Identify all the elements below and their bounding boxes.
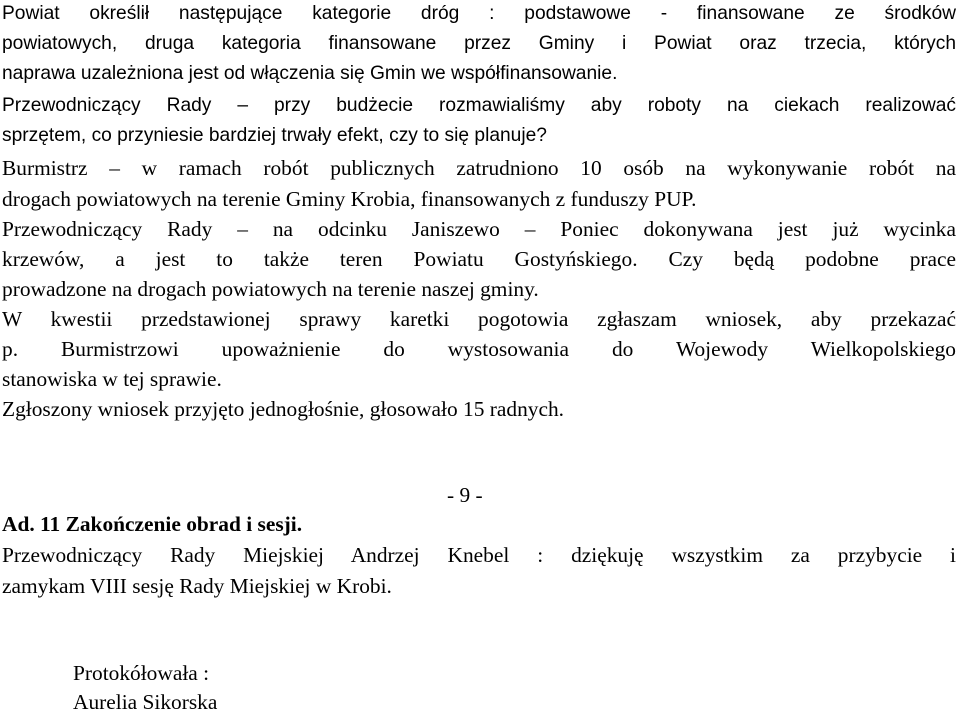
paragraph-line: Powiat określił następujące kategorie dróg : podstawowe - finansowane ze środków [2, 3, 956, 24]
paragraph-line: sprzętem, co przyniesie bardziej trwały efekt, czy to się planuje? [2, 125, 547, 146]
page-number: - 9 - [447, 483, 483, 507]
signature-name: Aurelia Sikorska [73, 690, 218, 714]
closing-line: Przewodniczący Rady Miejskiej Andrzej Knebel : dziękuję wszystkim za przybycie i [2, 543, 956, 567]
paragraph-line: Przewodniczący Rady – przy budżecie rozmawialiśmy aby roboty na ciekach realizować [2, 95, 956, 116]
paragraph-line: powiatowych, druga kategoria finansowane przez Gminy i Powiat oraz trzecia, których [2, 33, 956, 54]
section-heading: Ad. 11 Zakończenie obrad i sesji. [2, 512, 303, 536]
paragraph-line: krzewów, a jest to także teren Powiatu Gostyńskiego. Czy będą podobne prace [2, 247, 956, 271]
paragraph-line: Zgłoszony wniosek przyjęto jednogłośnie, głosowało 15 radnych. [2, 397, 564, 421]
paragraph-line: Burmistrz – w ramach robót publicznych zatrudniono 10 osób na wykonywanie robót na [2, 156, 956, 180]
paragraph-line: naprawa uzależniona jest od włączenia się Gmin we współfinansowanie. [2, 63, 618, 84]
paragraph-line: p. Burmistrzowi upoważnienie do wystosowania do Wojewody Wielkopolskiego [2, 337, 956, 361]
paragraph-line: drogach powiatowych na terenie Gminy Krobia, finansowanych z funduszy PUP. [2, 187, 697, 211]
paragraph-line: W kwestii przedstawionej sprawy karetki pogotowia zgłaszam wniosek, aby przekazać [2, 307, 956, 331]
paragraph-line: Przewodniczący Rady – na odcinku Janiszewo – Poniec dokonywana jest już wycinka [2, 217, 956, 241]
paragraph-line: prowadzone na drogach powiatowych na terenie naszej gminy. [2, 277, 539, 301]
signature-role: Protokółowała : [73, 661, 210, 685]
paragraph-line: stanowiska w tej sprawie. [2, 367, 222, 391]
closing-line: zamykam VIII sesję Rady Miejskiej w Krobi. [2, 574, 392, 598]
